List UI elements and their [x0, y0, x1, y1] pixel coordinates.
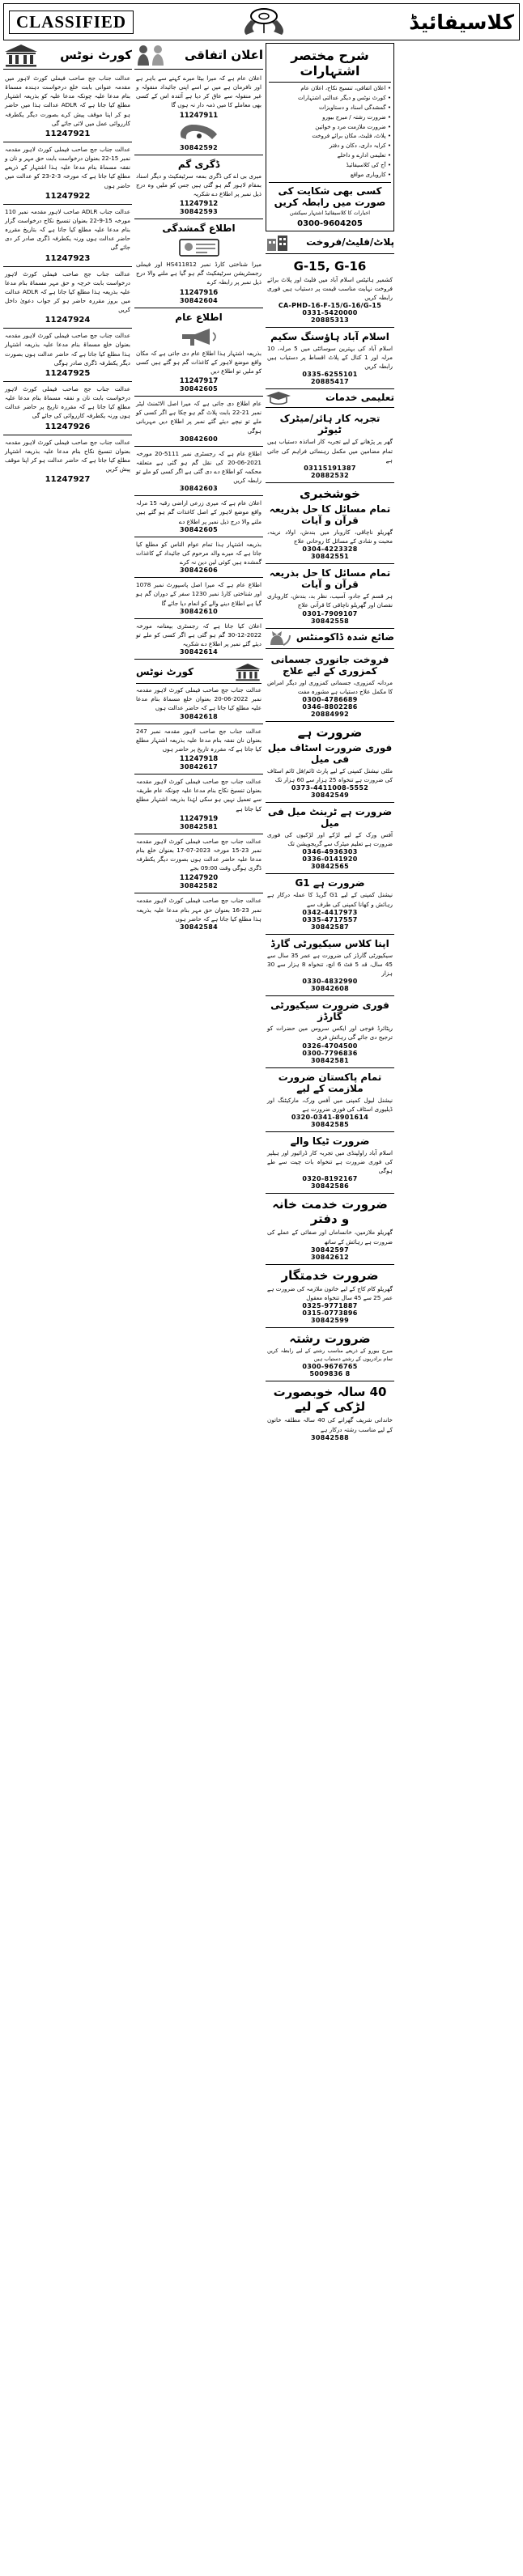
ad-phone: 0300-4786689 [302, 695, 358, 703]
ad-code: 30842581 [311, 1056, 349, 1064]
megaphone-icon [136, 325, 262, 349]
ad-code: 20884992 [311, 710, 349, 718]
handshake-icon [134, 43, 167, 67]
rate-item: • کورٹ نوٹس و دیگر عدالتی اشتہارات [269, 94, 391, 104]
ad-item[interactable] [266, 935, 394, 996]
ad-item[interactable] [134, 308, 263, 397]
ad-phone: 11247920 [179, 874, 219, 883]
ad-item[interactable] [134, 537, 263, 578]
ad-item[interactable] [266, 564, 394, 628]
rate-item: • تعلیمی ادارے و داخلے [269, 151, 391, 161]
ad-phone: 0300-9676765 [302, 1363, 358, 1371]
contact-phone[interactable]: 0300-9604205 [297, 219, 363, 228]
ad-code: 20885417 [311, 378, 349, 386]
telephone-icon [134, 6, 409, 38]
ad-headline: اپنا کلاس سیکیورٹی گارڈ [270, 937, 389, 949]
ad-body: کشمیر ہائیٹس اسلام آباد میں فلیٹ اور پلاٹ برائے فروخت نہایت مناسب قیمت پر دستیاب ہیں فوری رابطہ کریں [267, 275, 393, 301]
ad-body: آفس ورک کے لیے لڑکے اور لڑکیوں کی فوری ضرورت ہے تعلیم میٹرک سے گریجویشن تک [267, 831, 393, 848]
ad-phone: 0342-4417973 [302, 908, 358, 916]
ad-body: نیشنل کمپنی کے لیے G1 گریڈ کا عملہ درکار ہے رہائش و کھانا کمپنی کی طرف سے [267, 891, 393, 908]
ad-phone: 0336-0141920 [302, 855, 358, 864]
ad-code: 30842588 [311, 1433, 349, 1441]
ad-body: میری بی اے کی ڈگری بمعہ سرٹیفکیٹ و دیگر اسناد بمقام لاہور گم ہو گئی ہیں جس کو ملیں وہ درج ذیل نمبر پر اطلاع دے شکریہ [136, 172, 262, 197]
ad-item[interactable] [266, 1265, 394, 1328]
ad-phone: 11247922 [45, 191, 91, 201]
ad-phone: 0330-4832990 [302, 978, 358, 986]
ad-item[interactable] [3, 142, 132, 205]
ad-phone: 11247926 [45, 422, 91, 431]
page-title: CLASSIFIED [9, 11, 134, 34]
ad-phone: 11247923 [45, 253, 91, 263]
ad-item[interactable] [134, 219, 263, 308]
ad-headline: 40 سالہ خوبصورت لڑکی کے لیے [273, 1385, 387, 1415]
ad-code: 5009836 8 [309, 1370, 351, 1378]
rate-item: • کرایہ داری، دکان و دفتر [269, 142, 391, 151]
ad-item[interactable] [134, 155, 263, 219]
ad-item[interactable] [134, 496, 263, 537]
rate-item: • آج کی کلاسیفائیڈ [269, 161, 391, 171]
section-title: پلاٹ/فلیٹ/فروخت [306, 236, 394, 248]
ad-item[interactable] [266, 1328, 394, 1382]
ad-body: گھر پر پڑھانے کے لیے تجربہ کار اساتذہ دستیاب ہیں تمام مضامین میں مکمل رہنمائی فراہم کی جاتی ہے [267, 438, 393, 464]
ad-code: 30842593 [180, 208, 218, 216]
court-notice-header [136, 662, 262, 684]
ad-item[interactable] [134, 619, 263, 660]
ad-item[interactable] [134, 893, 263, 933]
section-header-education [266, 389, 394, 408]
ad-phone: 0346-8802286 [302, 702, 358, 711]
rate-item: • کاروباری مواقع [269, 171, 391, 180]
column2-header [134, 43, 263, 70]
ad-code: 30842605 [180, 525, 218, 533]
ad-body: اطلاع عام ہے کہ رجسٹری نمبر 5111-20 مورخہ 2021-06-20 کی نقل گم ہو گئی ہے متعلقہ محکمہ کو اطلاع دے دی گئی ہے اگر کسی کو ملے تو رابطہ کریں [136, 449, 262, 485]
ad-body: عدالت جناب جج صاحب فیملی کورٹ لاہور مقدمہ نمبر 23-15 مورخہ 2023-07-17 بعنوان خلع بنام مدعا علیہ حاضر عدالت ہوں بصورت دیگر یکطرفہ ڈگری ہوگی وقت 09:00 بجے [136, 837, 262, 872]
ad-body: عدالت جناب جج صاحب فیملی کورٹ لاہور درخواست بابت نان و نفقہ مسماۃ بنام مدعا علیہ مطلع کیا جاتا ہے کہ مقررہ تاریخ پر حاضر عدالت ہوں ورنہ یکطرفہ کارروائی کی جائے گی [5, 384, 130, 420]
ad-headline: فوری ضرورت سیکیورٹی گارڈز [270, 999, 389, 1023]
complaint-note: کسی بھی شکایت کی صورت میں رابطہ کریں [274, 185, 386, 208]
ad-code: 30842605 [180, 385, 218, 393]
section-title: ضرورت ہے [297, 724, 363, 740]
courthouse-icon [234, 662, 262, 681]
ad-item[interactable] [134, 71, 263, 155]
ad-body: عدالت جناب جج صاحب فیملی کورٹ لاہور مقدمہ بعنوان تنسیخ نکاح بنام مدعا علیہ بذریعہ اشتہار مطلع کیا جاتا ہے کہ حاضر عدالت ہو کر اپنا موقف پیش کریں [5, 438, 130, 473]
ad-item[interactable] [3, 382, 132, 435]
ad-body: عدالت جناب جج صاحب فیملی کورٹ لاہور مقدمہ بعنوان خلع مسماۃ بنام مدعا علیہ بذریعہ اشتہار ہذا مطلع کیا جاتا ہے کہ حاضر عدالت ہوں بصورت دیگر یکطرفہ ڈگری صادر ہوگی [5, 332, 130, 367]
ad-headline: ضرورت خدمت خانہ و دفتر [272, 1197, 388, 1227]
ad-item[interactable] [266, 256, 394, 328]
ad-code: 30842584 [180, 923, 218, 931]
ad-item[interactable] [266, 410, 394, 482]
masthead [3, 3, 520, 40]
ad-body: گھریلو کام کاج کے لیے خاتون ملازمہ کی ضرورت ہے عمر 25 سے 45 سال تنخواہ معقول [267, 1284, 393, 1301]
ad-headline: فوری ضرورت اسٹاف میل فی میل [267, 741, 393, 765]
ad-headline: تمام مسائل کا حل بذریعہ قرآن و آیات [269, 567, 391, 591]
ad-body: عام اطلاع دی جاتی ہے کہ میرا اصل الاٹمنٹ لیٹر نمبر 21-22 بابت پلاٹ گم ہو چکا ہے اگر کسی کو ملے تو نیچے دیئے گئے نمبر پر اطلاع دیں مہربانی ہوگی [136, 400, 262, 435]
ad-phone: 11247911 [179, 111, 219, 120]
ad-body: عدالت جناب جج صاحب فیملی کورٹ لاہور مقدمہ نمبر 23-16 بعنوان حق مہر بنام مدعا علیہ بذریعہ ہذا مطلع کیا جاتا ہے کہ حاضر ہوں [136, 897, 262, 923]
ad-code: CA-PHD-16-F-15/G-16/G-15 [278, 301, 382, 309]
ad-code: 20885313 [311, 316, 349, 324]
ad-body: ریٹائرڈ فوجی اور ایکس سروس مین حضرات کو ترجیح دی جائے گی رہائش فری [267, 1025, 393, 1042]
ad-phone: 0326-4704500 [302, 1042, 358, 1050]
ad-code: 30842587 [311, 923, 349, 931]
ad-code: 30842565 [311, 863, 349, 871]
ad-item[interactable] [134, 774, 263, 834]
ad-body: مردانہ کمزوری، جسمانی کمزوری اور دیگر امراض کا مکمل علاج دستیاب ہے مشورہ مفت [267, 678, 393, 695]
ad-item[interactable] [266, 996, 394, 1067]
section-header-plots [266, 234, 394, 254]
ad-item[interactable] [3, 435, 132, 488]
section-title: ضائع شدہ ڈاکومنٹس [296, 631, 394, 643]
rate-item: • گمشدگی اسناد و دستاویزات [269, 104, 391, 113]
column1-heading: کورٹ نوٹس [60, 47, 132, 62]
ad-item[interactable] [3, 71, 132, 142]
ad-code: 30842610 [180, 607, 218, 615]
rate-item: • ضرورت رشتہ / میرج بیورو [269, 113, 391, 123]
ad-item[interactable] [134, 660, 263, 724]
ad-phone: 11247916 [179, 288, 219, 297]
ad-code: 30842608 [311, 985, 349, 993]
ad-headline: تمام پاکستان ضرورت ملازمت کے لیے [278, 1071, 382, 1094]
ad-phone: 0304-4223328 [302, 545, 358, 554]
ad-body: بذریعہ اشتہار ہذا تمام عوام الناس کو مطلع کیا جاتا ہے کہ میرے والد مرحوم کی جائیداد کے کاغذات گمشدہ ہیں کوئی لین دین نہ کرے [136, 540, 262, 567]
ad-phone: 03115191387 [304, 464, 356, 472]
ad-body: عدالت جناب ADLR صاحب لاہور مقدمہ نمبر 110 مورخہ 15-9-22 بعنوان تنسیخ نکاح درخواست گزار بنام مدعا علیہ مطلع کیا جاتا ہے کہ بتاریخ مقررہ حاضر عدالت ہوں ورنہ یکطرفہ ڈگری صادر کر دی جائے گی [5, 207, 130, 252]
ad-headline: G-15, G-16 [293, 258, 367, 274]
columns-wrapper [3, 43, 520, 1445]
ad-body: اعلان کیا جاتا ہے کہ رجسٹری بیعنامہ مورخہ 2022-12-30 گم ہو گئی ہے اگر کسی کو ملے تو دیئے گئے نمبر پر اطلاع دے شکریہ [136, 622, 262, 647]
ad-item[interactable] [266, 1381, 394, 1444]
ad-item[interactable] [134, 447, 263, 497]
ad-body: سیکیورٹی گارڈز کی ضرورت ہے عمر 35 سال سے 45 سال، قد 5 فٹ 6 انچ، تنخواہ 8 ہزار سے 30 ہزار [267, 951, 393, 978]
ad-phone: 0373-4411008-5552 [291, 784, 369, 792]
ad-body: عدالت جناب جج صاحب لاہور مقدمہ نمبر 247 بعنوان نان نفقہ بنام مدعا علیہ بذریعہ اشتہار مطلع کیا جاتا ہے کہ مقررہ تاریخ پر حاضر ہوں [136, 727, 262, 753]
ad-headline: ضرورت ہے ٹرینٹ میل فی میل [267, 806, 393, 830]
ad-body: اطلاع عام ہے کہ میرا اصل پاسپورٹ نمبر 1078 اور شناختی کارڈ نمبر 1230 سفر کے دوران گم ہو گیا ہے اطلاع دینے والے کو انعام دیا جائے گا [136, 581, 262, 607]
ad-code: 30842558 [311, 617, 349, 625]
ad-code: 30842549 [311, 791, 349, 800]
ad-code: 30842604 [180, 296, 218, 304]
ad-title: کورٹ نوٹس [136, 665, 194, 677]
ad-item[interactable] [266, 651, 394, 722]
section-header-lost-docs [266, 629, 394, 649]
column2-heading: اعلان اتفاقی [184, 47, 263, 62]
ad-phone: 0331-5420000 [302, 308, 358, 316]
ad-title: اطلاع عام [175, 311, 223, 323]
ad-body: میرا شناختی کارڈ نمبر HS411812 اور فیملی رجسٹریشن سرٹیفکیٹ گم ہو گیا ہے ملنے والا درج ذیل نمبر پر رابطہ کرے [136, 261, 262, 286]
column-court-notices [3, 43, 132, 487]
ad-body: ملٹی نیشنل کمپنی کے لیے پارٹ ٹائم/فل ٹائم اسٹاف کی ضرورت ہے تنخواہ 25 ہزار سے 60 ہزار تک [267, 766, 393, 784]
ad-code: 30842585 [311, 1120, 349, 1128]
ad-headline: تمام مسائل کا حل بذریعہ قرآن و آیات [269, 503, 391, 526]
ad-phone: 0320-8192167 [302, 1175, 358, 1183]
rates-panel [266, 43, 394, 231]
ad-headline: فروخت جانوری جسمانی کمزوری کے لیے علاج [270, 653, 389, 677]
ad-item[interactable] [266, 483, 394, 564]
ad-body: اسلام آباد کی بہترین سوسائٹی میں 5 مرلہ، 10 مرلہ اور 1 کنال کے پلاٹ اقساط پر دستیاب ہیں رابطہ کریں [267, 344, 393, 371]
ad-phone: 0335-6255101 [302, 371, 358, 379]
ad-body: گھریلو ملازمین، خانساماں اور صفائی کے عملے کی ضرورت ہے رہائش کے ساتھ [267, 1229, 393, 1246]
ad-code: 30842606 [180, 567, 218, 575]
ad-code: 30842551 [311, 553, 349, 561]
ad-code: 30842618 [180, 712, 218, 720]
graduation-cap-icon [266, 389, 291, 405]
ad-code: 30842592 [180, 143, 218, 151]
ad-item[interactable] [3, 329, 132, 382]
section-title: تعلیمی خدمات [325, 391, 394, 403]
contact-label: اخبارات کا کلاسیفائیڈ اشتہار سیکشن [289, 209, 371, 216]
ad-body: خاندانی شریف گھرانے کی 40 سالہ مطلقہ خاتون کے لیے مناسب رشتہ درکار ہے [267, 1416, 393, 1433]
ad-phone: 0325-9771887 [302, 1301, 358, 1309]
ad-item[interactable] [3, 205, 132, 267]
ad-phone: 0320-0341-8901614 [291, 1113, 369, 1121]
ad-phone: 11247927 [45, 475, 91, 485]
ad-body: عدالت جناب جج صاحب فیملی کورٹ لاہور مقدمہ نمبر 15-22 بعنوان درخواست بابت حق مہر و نان و نفقہ مسماۃ بنام مدعا علیہ ہذا اشتہار کے ذریعے مطلع کیا جاتا ہے کہ مورخہ 3-2-23 کو عدالت میں حاضر ہوں [5, 145, 130, 189]
ad-item[interactable] [266, 1132, 394, 1194]
ad-body: ہر قسم کے جادو، آسیب، نظر بد، بندش، کاروباری نقصان اور گھریلو ناچاقی کا قرآنی علاج [267, 592, 393, 609]
ad-code: 20882532 [311, 471, 349, 479]
ad-code: 30842600 [180, 435, 218, 443]
courthouse-icon [3, 43, 39, 67]
ad-headline: ضرورت ہے G1 [295, 877, 365, 889]
ad-body: میرج بیورو کے ذریعے مناسب رشتے کے لیے رابطہ کریں تمام برادریوں کے رشتے دستیاب ہیں [267, 1347, 393, 1362]
ad-body: گھریلو ناچاقی، کاروبار میں بندش، اولاد نرینہ، محبت و شادی کے مسائل کا روحانی علاج [267, 528, 393, 545]
ad-phone: 11247924 [45, 316, 91, 325]
ad-headline: ضرورت ٹیکا والے [290, 1135, 370, 1147]
ad-item[interactable] [266, 1068, 394, 1132]
ad-phone: 0315-0773896 [302, 1309, 358, 1317]
ad-code: 30842614 [180, 648, 218, 656]
ad-phone: 11247921 [45, 129, 91, 138]
ad-code: 30842617 [180, 763, 218, 771]
ad-phone: 11247912 [179, 200, 219, 209]
column-rates-and-ads [266, 43, 394, 1445]
ad-body: اسلام آباد راولپنڈی میں تجربہ کار ڈرائیور اور ہیلپر کی فوری ضرورت ہے تنخواہ بات چیت سے طے ہوگی [267, 1148, 393, 1175]
rate-item: • اعلان اتفاقی، تنسیخ نکاح، اعلان عام [269, 84, 391, 94]
ad-body: بذریعہ اشتہار ہذا اطلاع عام دی جاتی ہے کہ مکان واقع موضع لاہور کے کاغذات گم ہو گئے ہیں کسی کو ملیں تو اطلاع دیں [136, 349, 262, 375]
ad-item[interactable] [266, 874, 394, 934]
ad-phone: 11247925 [45, 368, 91, 378]
rate-item: • پلاٹ، فلیٹ، مکان برائے فروخت [269, 132, 391, 142]
ad-phone: 11247918 [179, 755, 219, 764]
ad-phone: 0346-4936303 [302, 848, 358, 856]
ad-phone: 0301-7909107 [302, 609, 358, 617]
ad-item[interactable] [134, 834, 263, 894]
ad-headline: ضرورت خدمتگار [281, 1267, 379, 1283]
ad-phone: 11247917 [179, 377, 219, 386]
ad-headline: تجربہ کار ہائر/میٹرک ٹیوٹر [279, 413, 381, 436]
cat-icon [266, 629, 293, 647]
rates-title: شرح مختصر اشتہارات [291, 48, 369, 79]
ad-body: اعلان عام ہے کہ میری زرعی اراضی رقبہ 15 مرلہ واقع موضع لاہور کے اصل کاغذات گم ہو گئے ہیں ملنے والا درج ذیل نمبر پر اطلاع دے [136, 499, 262, 525]
ad-body: عدالت جناب جج صاحب فیملی کورٹ لاہور مقدمہ بعنوان تنسیخ نکاح بنام مدعا علیہ چونکہ عام طریقہ سے تعمیل نہیں ہو سکی لہٰذا بذریعہ اشتہار مطلع کیا جاتا ہے [136, 778, 262, 813]
ad-body: عدالت جناب جج صاحب فیملی کورٹ لاہور مقدمہ نمبر 2022-06-20 بعنوان خلع مسماۃ بنام مدعا علیہ مطلع کیا جاتا ہے کہ حاضر عدالت ہوں [136, 686, 262, 712]
rates-list [269, 84, 391, 180]
ad-body: نیشنل لیول کمپنی میں آفس ورک، مارکیٹنگ اور ڈیلیوری اسٹاف کی فوری ضرورت ہے [267, 1096, 393, 1113]
ad-body: اعلان عام ہے کہ میرا بیٹا میرے کہنے سے باہر ہے اور نافرمان ہے میں نے اسے اپنی جائیداد منقولہ و غیر منقولہ سے عاق کر دیا ہے آئندہ اس کے کسی بھی معاملے کا میں ذمہ دار نہ ہوں گا [136, 74, 262, 109]
ad-code: 30842599 [311, 1316, 349, 1324]
ad-code: 30842581 [180, 822, 218, 830]
ad-item[interactable] [3, 267, 132, 329]
ad-headline: ضرورت رشتہ [289, 1330, 371, 1346]
ad-phone: 0335-4717557 [302, 915, 358, 923]
ad-item[interactable] [266, 722, 394, 803]
ad-phone: 0300-7796836 [302, 1049, 358, 1057]
building-icon [266, 234, 290, 252]
ad-body: عدالت جناب جج صاحب فیملی کورٹ لاہور میں مقدمہ عنوانی بابت خلع درخواست دہندہ مسماۃ بنام مدعا علیہ چونکہ مدعا علیہ کو بذریعہ اشتہار مطلع کیا جاتا ہے کہ ADLR عدالت ہذا میں حاضر ہو کر اپنا موقف پیش کرے بصورت دیگر یکطرفہ کارروائی عمل میں لائی جائے گی [5, 74, 130, 127]
rate-item: • ضرورت ملازمت مرد و خواتین [269, 123, 391, 133]
id-card-icon [136, 236, 262, 260]
ad-body: عدالت جناب جج صاحب فیملی کورٹ لاہور درخواست بابت خرچہ و حق مہر مسماۃ بنام مدعا علیہ بذریعہ ہذا مطلع کیا جاتا ہے کہ ADLR عدالت میں بروز مقررہ حاضر ہو کر جواب دعویٰ داخل کریں [5, 269, 130, 314]
section-title: خوشخبری [300, 486, 360, 501]
column-notices [134, 43, 263, 934]
telephone-handset-icon [136, 120, 262, 144]
ad-code: 30842597 [311, 1246, 349, 1254]
ad-title: اطلاع گمشدگی [162, 223, 236, 235]
ad-code: 30842582 [180, 882, 218, 890]
ad-phone: 11247919 [179, 814, 219, 823]
ad-item[interactable] [134, 724, 263, 774]
column1-header [3, 43, 132, 70]
ad-title: ڈگری گم [177, 158, 220, 170]
ad-item[interactable] [134, 397, 263, 447]
ad-code: 30842586 [311, 1182, 349, 1190]
ad-code: 30842603 [180, 485, 218, 493]
ad-item[interactable] [266, 328, 394, 389]
ad-headline: اسلام آباد ہاؤسنگ سکیم [270, 330, 389, 342]
ad-item[interactable] [266, 1194, 394, 1264]
page-title-urdu: کلاسیفائیڈ [409, 10, 514, 34]
ad-code: 30842612 [311, 1253, 349, 1261]
ad-item[interactable] [134, 578, 263, 618]
ad-item[interactable] [266, 803, 394, 874]
